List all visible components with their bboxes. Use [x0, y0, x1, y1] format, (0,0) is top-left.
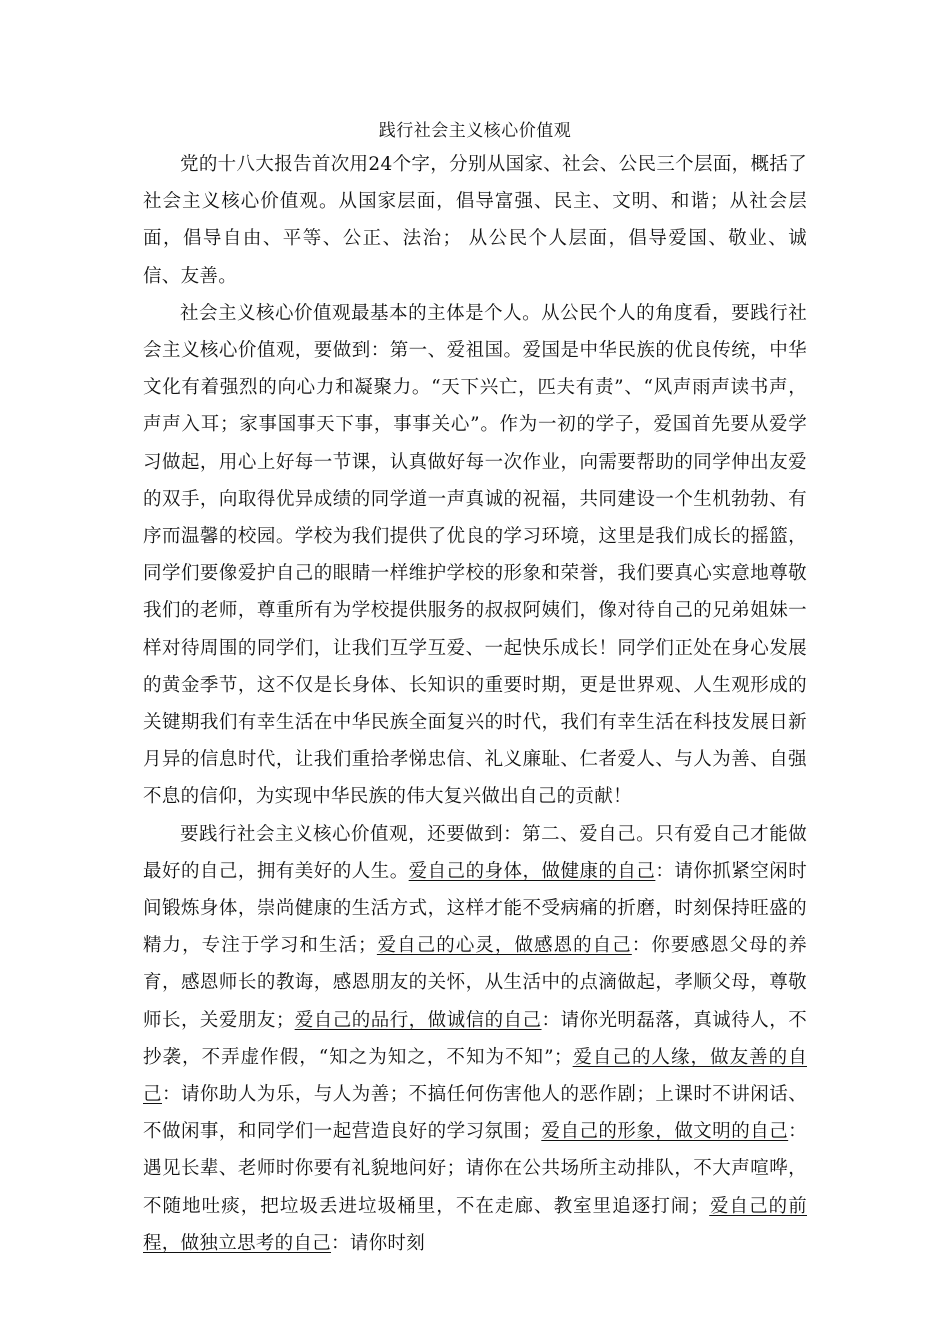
- underlined-heading-relations: 爱自己的人缘，做友善的自己: [143, 1046, 807, 1106]
- text-segment: ：请你助人为乐，与人为善；不搞任何伤害他人的恶作剧；上课时不讲闲话、不做闲事，和同学们一起营造良好的学习氛围；: [143, 1084, 807, 1143]
- document-page: [143, 118, 807, 1262]
- document-title: 践行社会主义核心价值观: [378, 121, 572, 141]
- underlined-heading-heart: 爱自己的心灵，做感恩的自己: [376, 935, 632, 957]
- text-segment: ：请你抓紧空闲时间锻炼身体，崇尚健康的生活方式，这样才能不受病痛的折磨，时刻保持旺盛的精力，专注于学习和生活；: [143, 860, 808, 957]
- text-segment: ：请你光明磊落，真诚待人，不抄袭，不弄虚作假，“知之为知之，不知为不知”；: [143, 1009, 808, 1068]
- underlined-heading-future: 爱自己的前程，做独立思考的自己: [143, 1195, 807, 1254]
- text-segment: 要践行社会主义核心价值观，还要做到：第二、爱自己。只有爱自己才能做最好的自己，拥有美好的人生。: [143, 823, 807, 882]
- paragraph-love-country: 社会主义核心价值观最基本的主体是个人。从公民个人的角度看，要践行社会主义核心价值观，要做到：第一、爱祖国。爱国是中华民族的优良传统，中华文化有着强烈的向心力和凝聚力。“天下兴亡，匹夫有责”、“风声雨声读书声，声声入耳；家事国事天下事，事事关心”。作为一初的学子，爱国首先要从爱学习做起，用心上好每一节课，认真做好每一次作业，向需要帮助的同学伸出友爱的双手，向取得优异成绩的同学道一声真诚的祝福，共同建设一个生机勃勃、有序而温馨的校园。学校为我们提供了优良的学习环境，这里是我们成长的摇篮，同学们要像爱护自己的眼睛一样维护学校的形象和荣誉，我们要真心实意地尊敬我们的老师，尊重所有为学校提供服务的叔叔阿姨们，像对待自己的兄弟姐妹一样对待周围的同学们，让我们互学互爱、一起快乐成长！同学们正处在身心发展的黄金季节，这不仅是长身体、长知识的重要时期，更是世界观、人生观形成的关键期我们有幸生活在中华民族全面复兴的时代，我们有幸生活在科技发展日新月异的信息时代，让我们重拾孝悌忠信、礼义廉耻、仁者爱人、与人为善、自强不息的信仰，为实现中华民族的伟大复兴做出自己的贡献！: [143, 302, 807, 808]
- underlined-heading-image: 爱自己的形象，做文明的自己: [541, 1121, 789, 1143]
- underlined-heading-body: 爱自己的身体，做健康的自己: [408, 860, 656, 882]
- text-segment: ：你要感恩父母的养育，感恩师长的教诲，感恩朋友的关怀，从生活中的点滴做起，孝顺父母，尊敬师长，关爱朋友；: [143, 935, 808, 1031]
- paragraph-love-self: [143, 816, 807, 1262]
- underlined-heading-conduct: 爱自己的品行，做诚信的自己: [294, 1009, 542, 1031]
- paragraph-intro: 党的十八大报告首次用24个字，分别从国家、社会、公民三个层面，概括了社会主义核心价值观。从国家层面，倡导富强、民主、文明、和谐；从社会层面，倡导自由、平等、公正、法治； 从公民个人层面，倡导爱国、敬业、诚信、友善。: [143, 154, 807, 287]
- text-segment: ：请你时刻: [331, 1232, 426, 1254]
- text-segment: ：遇见长辈、老师时你要有礼貌地问好；请你在公共场所主动排队，不大声喧哗，不随地吐痰，把垃圾丢进垃圾桶里，不在走廊、教室里追逐打闹；: [143, 1121, 807, 1217]
